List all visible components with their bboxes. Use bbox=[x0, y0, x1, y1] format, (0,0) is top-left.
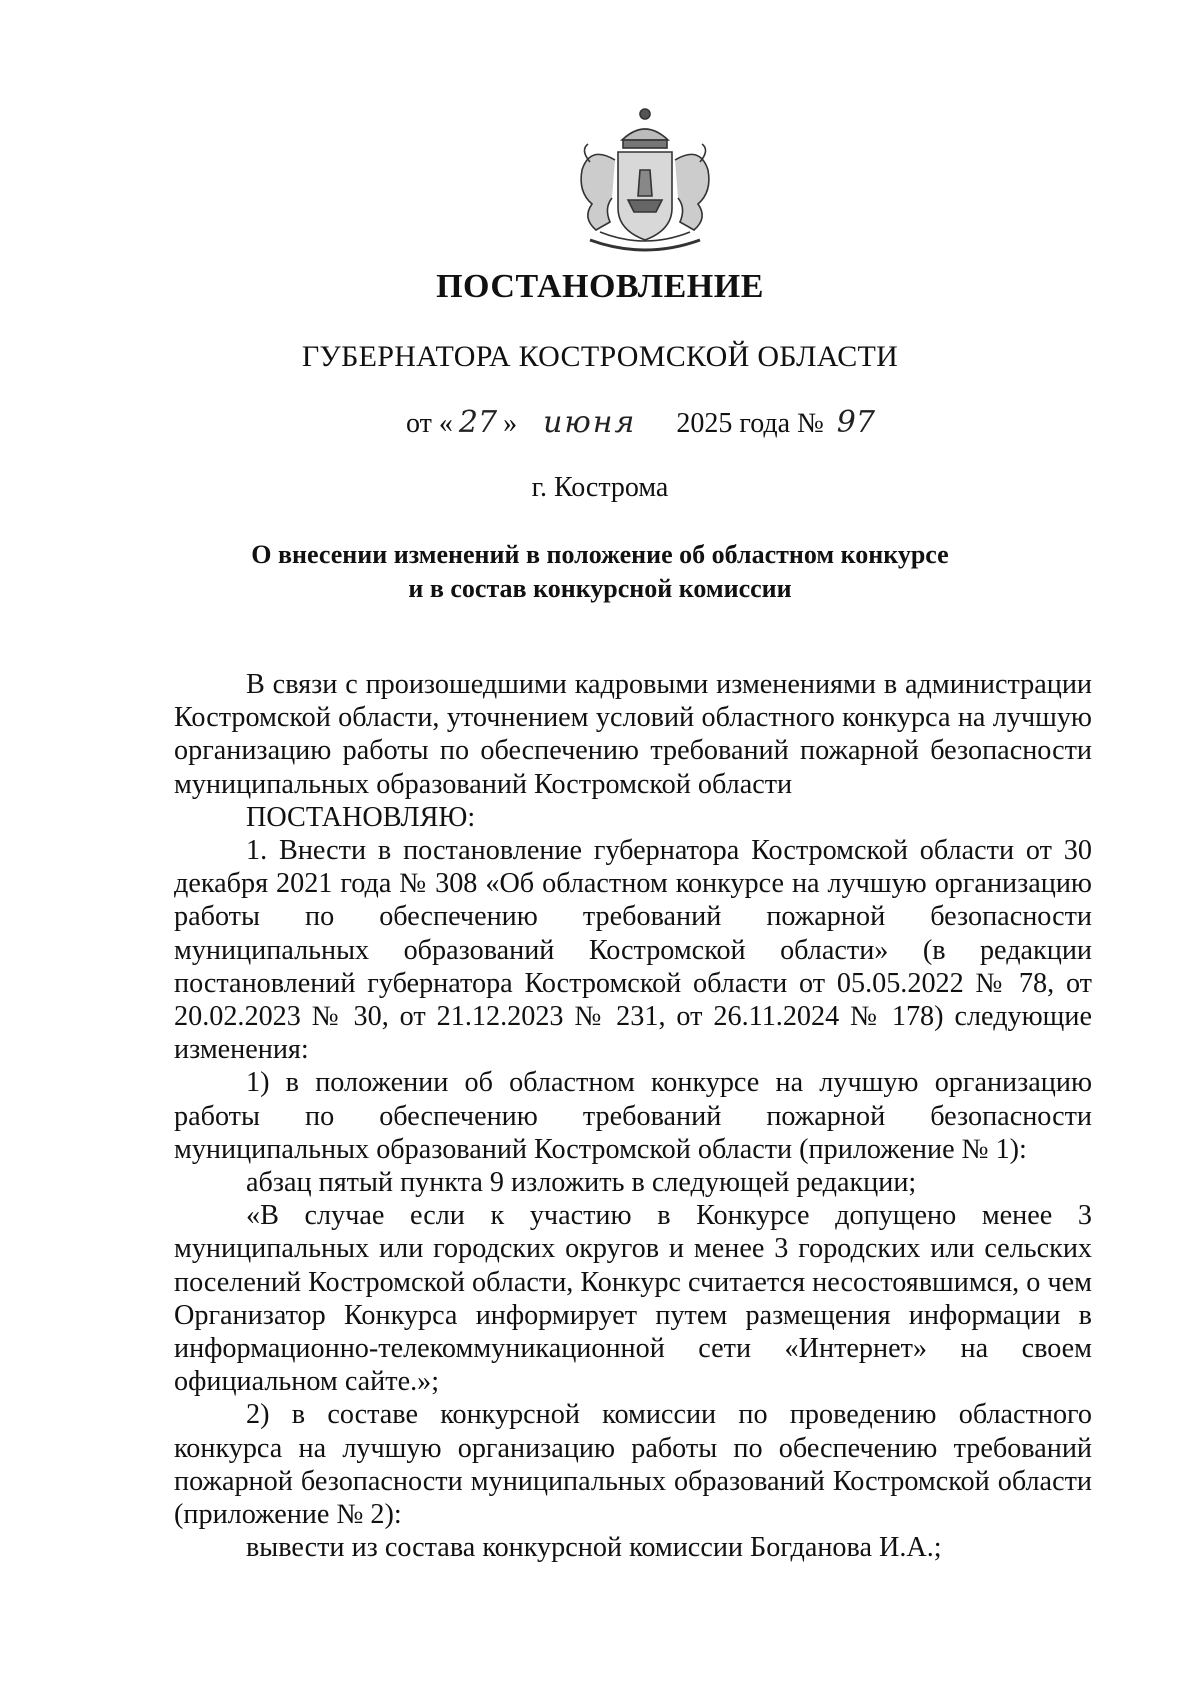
amendment-instruction-paragraph: абзац пятый пункта 9 изложить в следующей редакции; bbox=[246, 1167, 917, 1199]
resolve-heading: ПОСТАНОВЛЯЮ: bbox=[246, 801, 476, 833]
date-prefix: от « bbox=[406, 408, 453, 439]
amendment-text-paragraph: «В случае если к участию в Конкурсе допущено менее 3 муниципальных или городских округов и менее 3 городских или сельских поселений Костромской области, Конкурс считается несостоявшимся, о чем Организатор Конкурса информирует путем размещения информации в информационно-телекоммуникационной сети «Интернет» на своем официальном сайте.»; bbox=[174, 1200, 1092, 1398]
handwritten-doc-number: 97 bbox=[836, 405, 875, 440]
date-suffix: 2025 года № bbox=[676, 408, 824, 439]
city-line: г. Кострома bbox=[531, 472, 669, 503]
date-mid: » bbox=[503, 408, 518, 439]
commission-removal-paragraph: вывести из состава конкурсной комиссии Богданова И.А.; bbox=[246, 1532, 942, 1564]
subclause-2-paragraph: 2) в составе конкурсной комиссии по проведению областного конкурса на лучшую организацию работы по обеспечению требований пожарной безопасности муниципальных образований Костромской области (приложение № 2): bbox=[174, 1399, 1092, 1531]
issuing-authority: ГУБЕРНАТОРА КОСТРОМСКОЙ ОБЛАСТИ bbox=[301, 340, 899, 373]
subclause-1-paragraph: 1) в положении об областном конкурсе на лучшую организацию работы по обеспечению требований пожарной безопасности муниципальных образований Костромской области (приложение № 1): bbox=[174, 1067, 1092, 1165]
preamble-paragraph: В связи с произошедшими кадровыми изменениями в администрации Костромской области, уточнением условий областного конкурса на лучшую организацию работы по обеспечению требований пожарной безопасности муниципальных образований Костромской области bbox=[174, 669, 1092, 800]
subject-line-2: и в состав конкурсной комиссии bbox=[408, 574, 792, 603]
handwritten-month: июня bbox=[543, 405, 637, 440]
clause-1-paragraph: 1. Внести в постановление губернатора Костромской области от 30 декабря 2021 года № 308 «Об областном конкурсе на лучшую организацию работы по обеспечению требований пожарной безопасности муниципальных образований Костромской области» (в редакции постановлений губернатора Костромской области от 05.05.2022 № 78, от 20.02.2023 № 30, от 21.12.2023 № 231, от 26.11.2024 № 178) следующие изменения: bbox=[174, 835, 1092, 1066]
document-body bbox=[174, 668, 1092, 1564]
handwritten-day: 27 bbox=[458, 405, 498, 440]
date-line bbox=[406, 405, 875, 440]
document-title: ПОСТАНОВЛЕНИЕ bbox=[436, 268, 764, 305]
coat-of-arms-emblem bbox=[560, 100, 730, 260]
subject-heading bbox=[0, 538, 1200, 606]
subject-line-1: О внесении изменений в положение об областном конкурсе bbox=[251, 540, 949, 569]
